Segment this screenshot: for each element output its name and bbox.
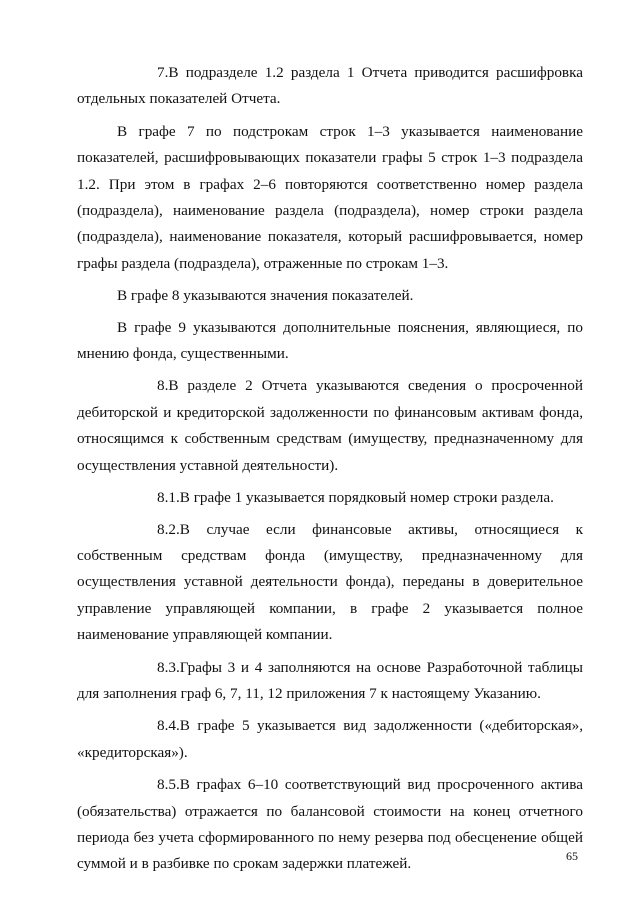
paragraph-text: В графах 6–10 соответствующий вид просроченного актива (обязательства) отражается по балансовой стоимости на конец отчетного периода без учета сформированного по нему резерва под обесценение общей суммой и в разбивке по срокам задержки платежей. xyxy=(77,776,583,873)
paragraph-column-9 xyxy=(77,315,583,368)
paragraph-number: 8. xyxy=(157,377,169,395)
paragraph-text: Графы 3 и 4 заполняются на основе Разработочной таблицы для заполнения граф 6, 7, 11, 12 приложения 7 к настоящему Указанию. xyxy=(77,658,583,702)
page-number: 65 xyxy=(566,849,578,863)
paragraph-text: В графе 1 указывается порядковый номер строки раздела. xyxy=(179,489,554,507)
paragraph-number: 8.1. xyxy=(157,489,180,507)
paragraph-column-8 xyxy=(77,283,583,309)
paragraph-8-5 xyxy=(77,772,583,878)
paragraph-number: 8.4. xyxy=(157,717,180,735)
paragraph-8-4 xyxy=(77,713,583,766)
paragraph-number: 8.5. xyxy=(157,776,180,794)
paragraph-number: 8.2. xyxy=(157,520,180,538)
paragraph-text: В графе 8 указываются значения показателей. xyxy=(117,287,414,305)
paragraph-text: В графе 7 по подстрокам строк 1–3 указывается наименование показателей, расшифровывающих показатели графы 5 строк 1–3 подраздела 1.2. При этом в графах 2–6 повторяются соответственно номер раздела (подраздела), наименование раздела (подраздела), номер строки раздела (подраздела), наименование показателя, который расшифровывается, номер графы раздела (подраздела), отраженные по строкам 1–3. xyxy=(77,122,583,272)
paragraph-number: 8.3. xyxy=(157,658,180,676)
paragraph-text: В разделе 2 Отчета указываются сведения о просроченной дебиторской и кредиторской задолженности по финансовым активам фонда, относящимся к собственным средствам (имуществу, предназначенному для осуществления уставной деятельности). xyxy=(77,377,583,474)
paragraph-text: В подразделе 1.2 раздела 1 Отчета приводится расшифровка отдельных показателей Отчета. xyxy=(77,64,583,108)
paragraph-8-3 xyxy=(77,655,583,708)
paragraph-text: В случае если финансовые активы, относящиеся к собственным средствам фонда (имуществу, предназначенному для осуществления уставной деятельности фонда), переданы в доверительное управление управляющей компании, в графе 2 указывается полное наименование управляющей компании. xyxy=(77,520,583,644)
paragraph-number: 7. xyxy=(157,64,169,81)
paragraph-8-1 xyxy=(77,485,583,511)
paragraph-7 xyxy=(77,60,583,113)
paragraph-8-2 xyxy=(77,517,583,649)
paragraph-text: В графе 5 указывается вид задолженности («дебиторская», «кредиторская»). xyxy=(77,717,583,761)
paragraph-text: В графе 9 указываются дополнительные пояснения, являющиеся, по мнению фонда, существенными. xyxy=(77,318,583,363)
paragraph-8 xyxy=(77,373,583,479)
paragraph-column-7 xyxy=(77,119,583,277)
document-body xyxy=(77,60,583,884)
